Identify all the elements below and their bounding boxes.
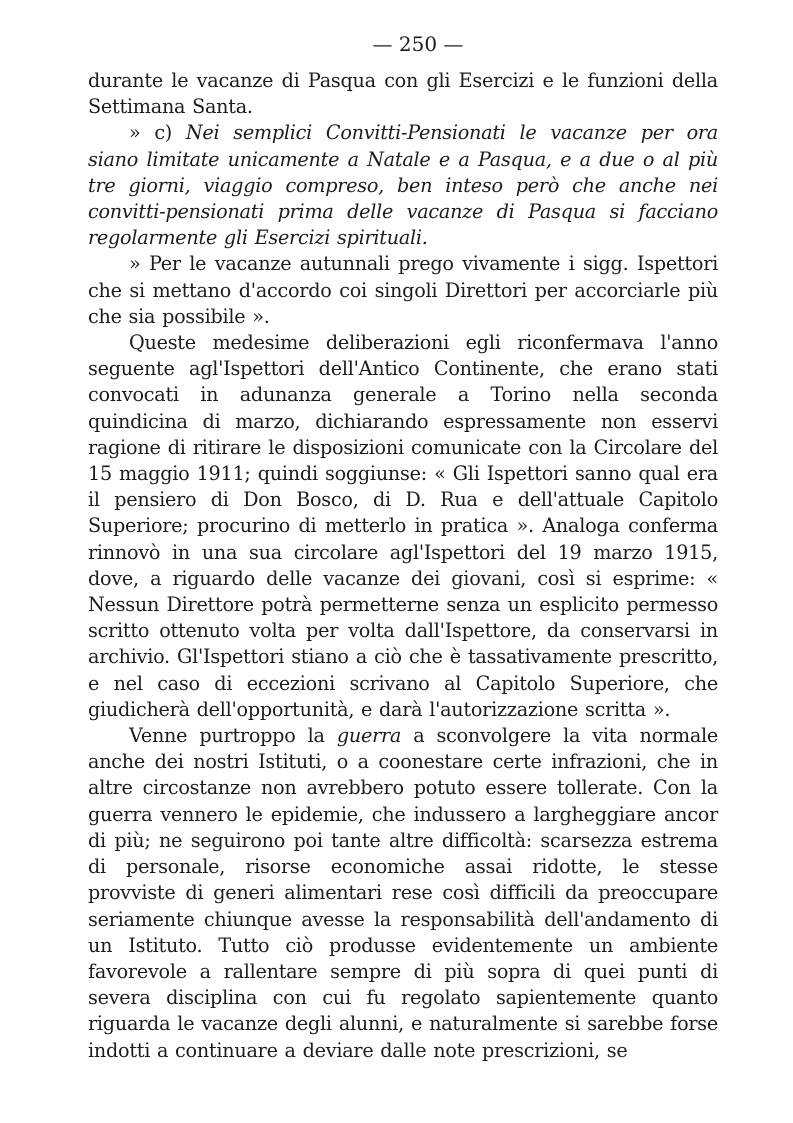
paragraph-continuation (88, 68, 718, 120)
page-number: — 250 — (372, 32, 464, 56)
paragraph-guerra (88, 723, 718, 1064)
paragraph-deliberazioni (88, 330, 718, 723)
quote-marker: » c) (129, 121, 186, 145)
paragraph-quote-autunnali (88, 251, 718, 330)
paragraph-text: durante le vacanze di Pasqua con gli Esercizi e le funzioni della Settimana Santa. (88, 69, 718, 119)
book-page (88, 30, 718, 1064)
paragraph-text: » Per le vacanze autunnali prego vivamente i sigg. Ispettori che si mettano d'accordo coi singoli Direttori per accorciarle più che sia possibile ». (88, 252, 718, 328)
paragraph-text: Venne purtroppo la (129, 724, 337, 748)
paragraph-text: Queste medesime deliberazioni egli riconfermava l'anno seguente agl'Ispettori dell'Antico Continente, che erano stati convocati in adunanza generale a Torino nella seconda quindicina di marzo, dichiarando espressamente non esservi ragione di ritirare le disposizioni comunicate con la Circolare del 15 maggio 1911; quindi soggiunse: « Gli Ispettori sanno qual era il pensiero di Don Bosco, di D. Rua e dell'attuale Capitolo Superiore; procurino di metterlo in pratica ». Analoga conferma rinnovò in una sua circolare agl'Ispettori del 19 marzo 1915, dove, a riguardo delle vacanze dei giovani, così si esprime: « Nessun Direttore potrà permetterne senza un esplicito permesso scritto ottenuto volta per volta dall'Ispettore, da conservarsi in archivio. Gl'Ispettori stiano a ciò che è tassativamente prescritto, e nel caso di eccezioni scrivano al Capitolo Superiore, che giudicherà dell'opportunità, e darà l'autorizzazione scritta ». (88, 331, 718, 721)
paragraph-text: Nei semplici Convitti-Pensionati le vacanze per ora siano limitate unicamente a Natale e a Pasqua, e a due o al più tre giorni, viaggio compreso, ben inteso però che anche nei convitti-pensionati prima delle vacanze di Pasqua si facciano regolarmente gli Esercizi spirituali. (88, 121, 718, 250)
paragraph-text-continued: a sconvolgere la vita normale anche dei nostri Istituti, o a coonestare certe infrazioni, che in altre circostanze non avrebbero potuto essere tollerate. Con la guerra vennero le epidemie, che indussero a largheggiare ancor di più; ne seguirono poi tante altre difficoltà: scarsezza estrema di personale, risorse economiche assai ridotte, le stesse provviste di generi alimentari rese così difficili da preoccupare seriamente chiunque avesse la responsabilità dell'andamento di un Istituto. Tutto ciò produsse evidentemente un ambiente favorevole a rallentare sempre di più sopra di quei punti di severa disciplina con cui fu regolato sapientemente quanto riguarda le vacanze degli alunni, e naturalmente si sarebbe forse indotti a continuare a deviare dalle note prescrizioni, se (88, 724, 718, 1062)
paragraph-quote-c (88, 120, 718, 251)
italic-word: guerra (336, 724, 402, 748)
